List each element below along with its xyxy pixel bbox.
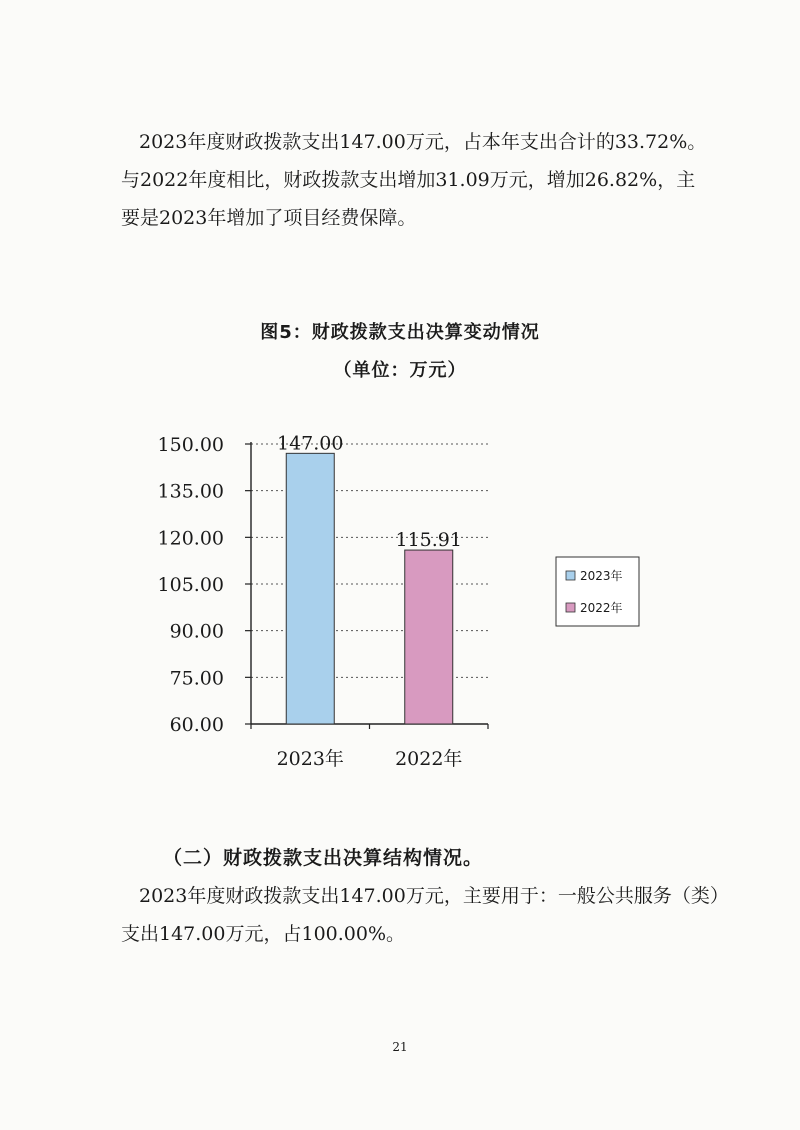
bar-1 — [286, 453, 334, 724]
legend-label: 2022年 — [580, 601, 623, 615]
legend-swatch — [566, 603, 575, 612]
paragraph-expenditure-summary: 2023年度财政拨款支出147.00万元，占本年支出合计的33.72%。与2022年度相比，财政拨款支出增加31.09万元，增加26.82%，主要是2023年增加了项目经费保障。 — [121, 131, 707, 229]
y-tick-label: 120.00 — [157, 527, 224, 550]
legend-box — [556, 557, 639, 626]
figure-unit: （单位：万元） — [333, 360, 467, 381]
x-tick-label: 2022年 — [395, 748, 463, 770]
paragraph-expenditure-structure: 2023年度财政拨款支出147.00万元，主要用于：一般公共服务（类）支出147.00万元，占100.00%。 — [121, 885, 720, 945]
y-tick-label: 105.00 — [157, 574, 224, 596]
figure-title: 图5：财政拨款支出决算变动情况 — [260, 322, 540, 343]
legend-label: 2023年 — [580, 569, 623, 583]
bar-2 — [405, 550, 453, 724]
y-tick-label: 135.00 — [157, 480, 224, 503]
y-tick-label: 60.00 — [169, 714, 224, 736]
data-label: 147.00 — [277, 432, 344, 455]
y-tick-label: 90.00 — [169, 620, 224, 643]
section-heading: （二）财政拨款支出决算结构情况。 — [163, 847, 484, 869]
legend-swatch — [566, 571, 575, 580]
y-tick-label: 75.00 — [169, 667, 224, 690]
page-number: 21 — [392, 1040, 408, 1054]
x-tick-label: 2023年 — [276, 748, 344, 770]
data-label: 115.91 — [395, 529, 462, 552]
y-tick-label: 150.00 — [157, 434, 224, 456]
